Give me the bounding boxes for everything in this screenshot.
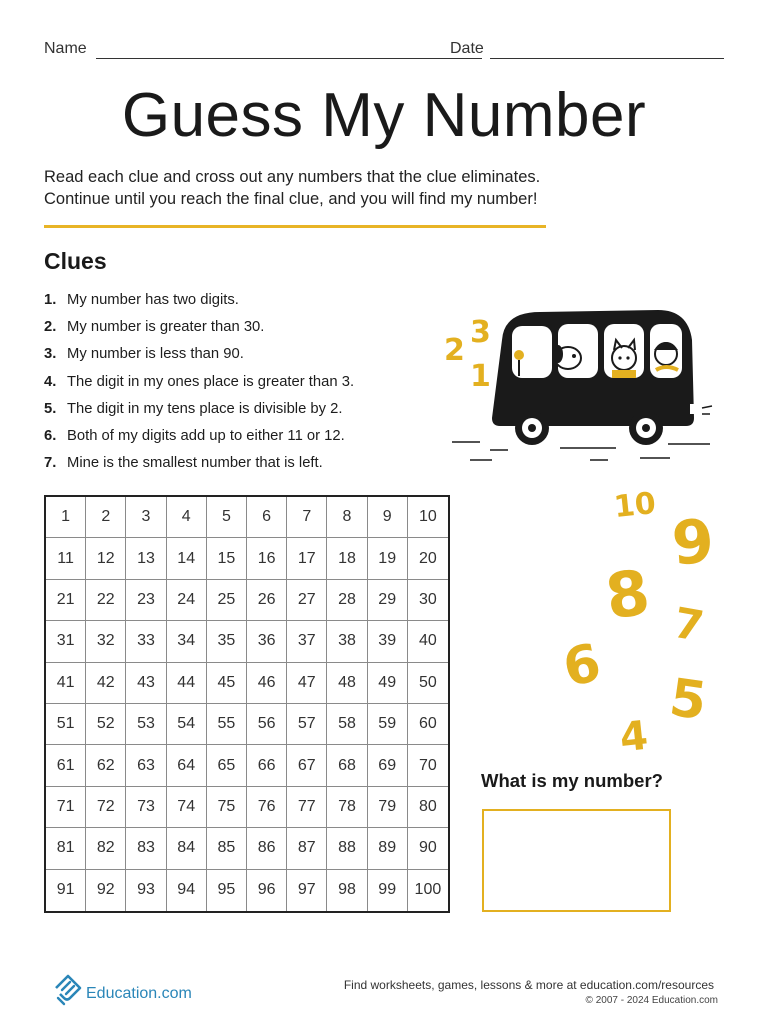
grid-cell-54[interactable]: 54 (167, 704, 207, 745)
grid-cell-69[interactable]: 69 (368, 745, 408, 786)
grid-cell-74[interactable]: 74 (167, 787, 207, 828)
grid-cell-66[interactable]: 66 (247, 745, 287, 786)
grid-cell-60[interactable]: 60 (408, 704, 448, 745)
date-label: Date (450, 40, 484, 57)
grid-cell-92[interactable]: 92 (86, 870, 126, 911)
page-title: Guess My Number (121, 81, 647, 150)
grid-cell-23[interactable]: 23 (126, 580, 166, 621)
clue-number: 1. (44, 291, 57, 308)
grid-cell-52[interactable]: 52 (86, 704, 126, 745)
floating-number-4: 4 (617, 712, 651, 762)
floating-number-10: 10 (612, 485, 658, 526)
clues-heading: Clues (44, 248, 107, 274)
grid-cell-41[interactable]: 41 (46, 663, 86, 704)
grid-cell-58[interactable]: 58 (327, 704, 367, 745)
grid-cell-67[interactable]: 67 (287, 745, 327, 786)
grid-cell-65[interactable]: 65 (207, 745, 247, 786)
clue-number: 2. (44, 318, 57, 335)
answer-label: What is my number? (481, 770, 663, 791)
grid-cell-81[interactable]: 81 (46, 828, 86, 869)
grid-cell-26[interactable]: 26 (247, 580, 287, 621)
grid-cell-22[interactable]: 22 (86, 580, 126, 621)
grid-cell-7[interactable]: 7 (287, 497, 327, 538)
bus-icon (440, 300, 720, 470)
clue-item (44, 368, 424, 395)
grid-cell-84[interactable]: 84 (167, 828, 207, 869)
grid-cell-17[interactable]: 17 (287, 538, 327, 579)
grid-cell-76[interactable]: 76 (247, 787, 287, 828)
bus-number-1: 1 (470, 359, 491, 394)
grid-cell-24[interactable]: 24 (167, 580, 207, 621)
grid-cell-53[interactable]: 53 (126, 704, 166, 745)
grid-cell-27[interactable]: 27 (287, 580, 327, 621)
bus-number-2: 2 (444, 333, 465, 368)
clue-text: The digit in my tens place is divisible by 2. (67, 400, 343, 417)
grid-cell-2[interactable]: 2 (86, 497, 126, 538)
floating-number-7: 7 (669, 597, 708, 652)
grid-cell-5[interactable]: 5 (207, 497, 247, 538)
clue-item (44, 422, 424, 449)
grid-cell-16[interactable]: 16 (247, 538, 287, 579)
education-logo-icon (52, 972, 86, 1006)
grid-cell-11[interactable]: 11 (46, 538, 86, 579)
instructions (44, 166, 664, 210)
grid-cell-30[interactable]: 30 (408, 580, 448, 621)
clue-text: My number has two digits. (67, 291, 239, 308)
grid-cell-28[interactable]: 28 (327, 580, 367, 621)
grid-cell-45[interactable]: 45 (207, 663, 247, 704)
section-divider (44, 225, 546, 228)
clue-number: 3. (44, 346, 57, 363)
floating-number-8: 8 (601, 555, 655, 634)
grid-cell-36[interactable]: 36 (247, 621, 287, 662)
floating-number-6: 6 (558, 632, 607, 700)
grid-cell-43[interactable]: 43 (126, 663, 166, 704)
date-field[interactable] (490, 58, 724, 59)
grid-cell-89[interactable]: 89 (368, 828, 408, 869)
grid-cell-21[interactable]: 21 (46, 580, 86, 621)
education-logo[interactable] (52, 972, 192, 1006)
grid-cell-25[interactable]: 25 (207, 580, 247, 621)
grid-cell-48[interactable]: 48 (327, 663, 367, 704)
grid-cell-83[interactable]: 83 (126, 828, 166, 869)
grid-cell-4[interactable]: 4 (167, 497, 207, 538)
clue-text: My number is greater than 30. (67, 318, 265, 335)
grid-cell-75[interactable]: 75 (207, 787, 247, 828)
grid-cell-33[interactable]: 33 (126, 621, 166, 662)
floating-number-5: 5 (666, 667, 711, 733)
bus-illustration (440, 300, 720, 470)
grid-cell-50[interactable]: 50 (408, 663, 448, 704)
grid-cell-59[interactable]: 59 (368, 704, 408, 745)
grid-cell-47[interactable]: 47 (287, 663, 327, 704)
grid-cell-85[interactable]: 85 (207, 828, 247, 869)
grid-cell-6[interactable]: 6 (247, 497, 287, 538)
grid-cell-3[interactable]: 3 (126, 497, 166, 538)
grid-cell-49[interactable]: 49 (368, 663, 408, 704)
name-label: Name (44, 40, 87, 57)
grid-cell-32[interactable]: 32 (86, 621, 126, 662)
grid-cell-93[interactable]: 93 (126, 870, 166, 911)
grid-cell-29[interactable]: 29 (368, 580, 408, 621)
instructions-line-1: Read each clue and cross out any numbers that the clue eliminates. (44, 168, 541, 186)
instructions-line-2: Continue until you reach the final clue, and you will find my number! (44, 190, 538, 208)
grid-cell-82[interactable]: 82 (86, 828, 126, 869)
grid-cell-40[interactable]: 40 (408, 621, 448, 662)
grid-cell-18[interactable]: 18 (327, 538, 367, 579)
clue-number: 5. (44, 400, 57, 417)
name-field[interactable] (96, 58, 482, 59)
grid-cell-56[interactable]: 56 (247, 704, 287, 745)
grid-cell-64[interactable]: 64 (167, 745, 207, 786)
clue-number: 7. (44, 455, 57, 472)
grid-cell-73[interactable]: 73 (126, 787, 166, 828)
grid-cell-14[interactable]: 14 (167, 538, 207, 579)
grid-cell-91[interactable]: 91 (46, 870, 86, 911)
floating-number-9: 9 (669, 506, 717, 580)
grid-cell-46[interactable]: 46 (247, 663, 287, 704)
grid-cell-68[interactable]: 68 (327, 745, 367, 786)
grid-cell-13[interactable]: 13 (126, 538, 166, 579)
grid-cell-72[interactable]: 72 (86, 787, 126, 828)
grid-cell-10[interactable]: 10 (408, 497, 448, 538)
grid-cell-62[interactable]: 62 (86, 745, 126, 786)
grid-cell-55[interactable]: 55 (207, 704, 247, 745)
clue-item (44, 286, 424, 313)
footer-tagline: Find worksheets, games, lessons & more at education.com/resources (343, 978, 714, 992)
grid-cell-95[interactable]: 95 (207, 870, 247, 911)
grid-cell-39[interactable]: 39 (368, 621, 408, 662)
grid-cell-19[interactable]: 19 (368, 538, 408, 579)
grid-cell-90[interactable]: 90 (408, 828, 448, 869)
grid-cell-61[interactable]: 61 (46, 745, 86, 786)
grid-cell-100[interactable]: 100 (414, 881, 442, 899)
footer-copyright: © 2007 - 2024 Education.com (585, 995, 718, 1006)
answer-box[interactable] (482, 809, 671, 912)
grid-cell-37[interactable]: 37 (287, 621, 327, 662)
grid-cell-86[interactable]: 86 (247, 828, 287, 869)
clue-item (44, 341, 424, 368)
grid-cell-79[interactable]: 79 (368, 787, 408, 828)
clue-item (44, 395, 424, 422)
education-logo-text: Education.com (86, 985, 192, 1002)
name-date-row (44, 40, 724, 62)
grid-cell-80[interactable]: 80 (408, 787, 448, 828)
grid-cell-15[interactable]: 15 (207, 538, 247, 579)
grid-cell-31[interactable]: 31 (46, 621, 86, 662)
grid-cell-34[interactable]: 34 (167, 621, 207, 662)
grid-cell-98[interactable]: 98 (327, 870, 367, 911)
grid-cell-70[interactable]: 70 (408, 745, 448, 786)
grid-cell-42[interactable]: 42 (86, 663, 126, 704)
grid-cell-57[interactable]: 57 (287, 704, 327, 745)
bus-number-3: 3 (470, 315, 491, 350)
clue-text: My number is less than 90. (67, 346, 244, 363)
grid-cell-99[interactable]: 99 (368, 870, 408, 911)
grid-cell-9[interactable]: 9 (368, 497, 408, 538)
clue-number: 4. (44, 373, 57, 390)
grid-cell-51[interactable]: 51 (46, 704, 86, 745)
hundreds-grid (44, 495, 450, 913)
grid-cell-12[interactable]: 12 (86, 538, 126, 579)
grid-cell-35[interactable]: 35 (207, 621, 247, 662)
grid-cell-38[interactable]: 38 (327, 621, 367, 662)
grid-cell-1[interactable]: 1 (46, 497, 86, 538)
grid-cell-97[interactable]: 97 (287, 870, 327, 911)
clue-text: Mine is the smallest number that is left. (67, 455, 323, 472)
grid-cell-88[interactable]: 88 (327, 828, 367, 869)
clue-list (44, 286, 424, 477)
clue-number: 6. (44, 428, 57, 445)
clue-item (44, 450, 424, 477)
grid-cell-77[interactable]: 77 (287, 787, 327, 828)
grid-cell-44[interactable]: 44 (167, 663, 207, 704)
grid-cell-63[interactable]: 63 (126, 745, 166, 786)
grid-cell-8[interactable]: 8 (327, 497, 367, 538)
grid-cell-20[interactable]: 20 (408, 538, 448, 579)
grid-cell-94[interactable]: 94 (167, 870, 207, 911)
grid-cell-71[interactable]: 71 (46, 787, 86, 828)
grid-cell-78[interactable]: 78 (327, 787, 367, 828)
clue-text: The digit in my ones place is greater than 3. (67, 373, 355, 390)
grid-cell-87[interactable]: 87 (287, 828, 327, 869)
grid-cell-96[interactable]: 96 (247, 870, 287, 911)
clue-item (44, 313, 424, 340)
clue-text: Both of my digits add up to either 11 or 12. (67, 428, 345, 445)
